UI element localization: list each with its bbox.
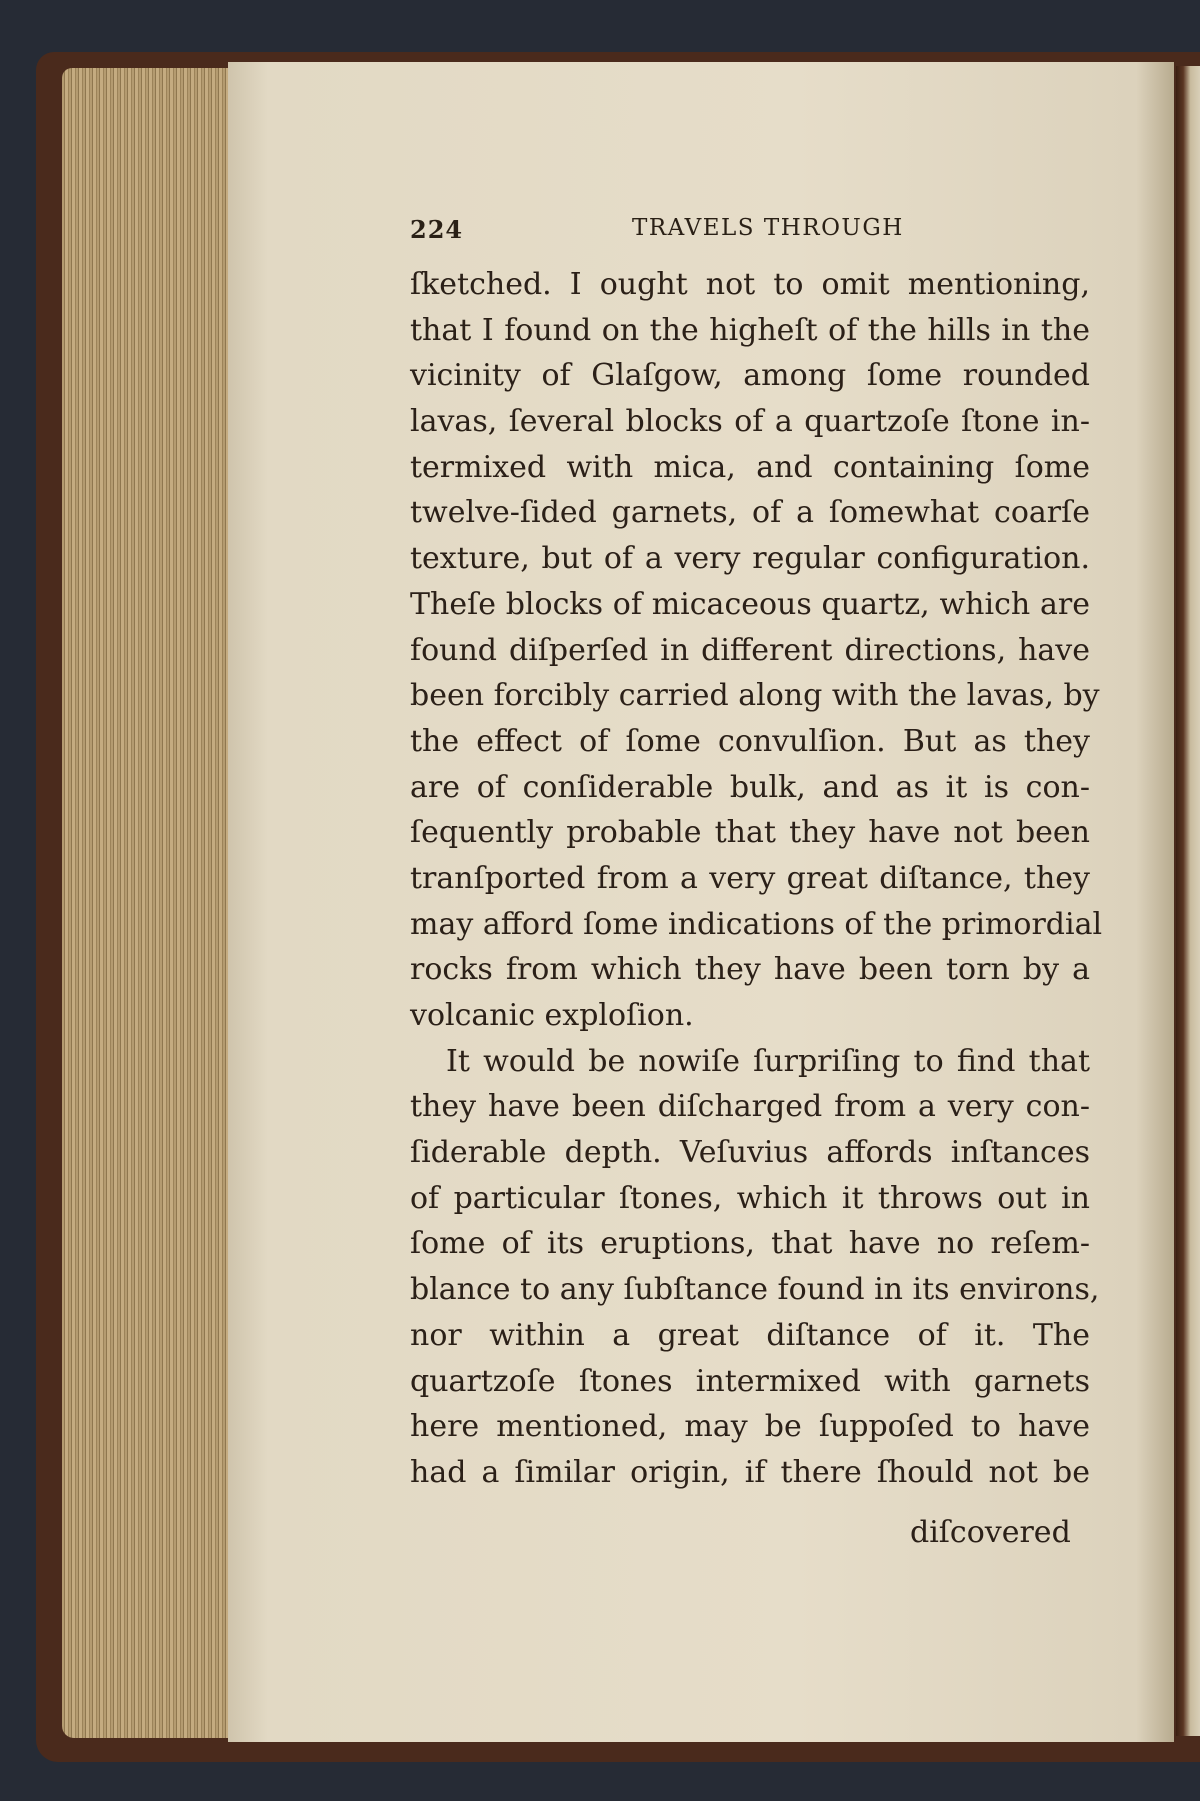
catchword: diſcovered bbox=[910, 1515, 1071, 1550]
text-line: quartzoſe ſtones intermixed with garnets bbox=[410, 1363, 1090, 1399]
running-head: TRAVELS THROUGH bbox=[632, 215, 904, 241]
text-line: lavas, ſeveral blocks of a quartzoſe ſtone in- bbox=[410, 404, 1090, 440]
text-line: tranſported from a very great diſtance, they bbox=[410, 860, 1090, 896]
page-header bbox=[410, 215, 1110, 255]
text-line: are of conſiderable bulk, and as it is con- bbox=[410, 769, 1090, 805]
facing-page-edge bbox=[1176, 66, 1200, 1736]
body-text bbox=[410, 262, 1103, 1496]
page-edges bbox=[62, 68, 234, 1738]
text-line: that I found on the higheſt of the hills in the bbox=[410, 312, 1090, 348]
text-line: ſome of its eruptions, that have no reſem- bbox=[410, 1226, 1090, 1262]
text-line: found diſperſed in different directions, have bbox=[410, 632, 1090, 668]
text-line: rocks from which they have been torn by a bbox=[410, 952, 1090, 988]
text-line: may afford ſome indications of the primordial bbox=[410, 906, 1103, 942]
text-line: been forcibly carried along with the lavas, by bbox=[410, 678, 1100, 714]
page-number: 224 bbox=[410, 215, 464, 244]
text-line: they have been diſcharged from a very con- bbox=[410, 1089, 1090, 1125]
text-line: texture, but of a very regular configuration. bbox=[410, 541, 1090, 577]
text-line: the effect of ſome convulſion. But as they bbox=[410, 723, 1090, 759]
text-line: blance to any ſubſtance found in its environs, bbox=[410, 1272, 1100, 1308]
text-line: vicinity of Glaſgow, among ſome rounded bbox=[410, 358, 1090, 394]
text-line: termixed with mica, and containing ſome bbox=[410, 449, 1090, 485]
text-line: twelve-ſided garnets, of a ſomewhat coarſe bbox=[410, 495, 1090, 531]
text-line: of particular ſtones, which it throws out in bbox=[410, 1180, 1090, 1216]
text-line: ſequently probable that they have not been bbox=[410, 815, 1090, 851]
text-line: Theſe blocks of micaceous quartz, which are bbox=[410, 586, 1090, 622]
text-line: volcanic exploſion. bbox=[410, 998, 694, 1033]
paragraph-start-line: It would be nowiſe ſurpriſing to find that bbox=[446, 1043, 1090, 1079]
text-line: had a ſimilar origin, if there ſhould not be bbox=[410, 1454, 1090, 1490]
text-line: ſketched. I ought not to omit mentioning, bbox=[410, 267, 1090, 302]
text-line: nor within a great diſtance of it. The bbox=[410, 1317, 1090, 1353]
text-line: here mentioned, may be ſuppoſed to have bbox=[410, 1409, 1090, 1445]
text-line: ſiderable depth. Veſuvius affords inſtances bbox=[410, 1135, 1090, 1171]
